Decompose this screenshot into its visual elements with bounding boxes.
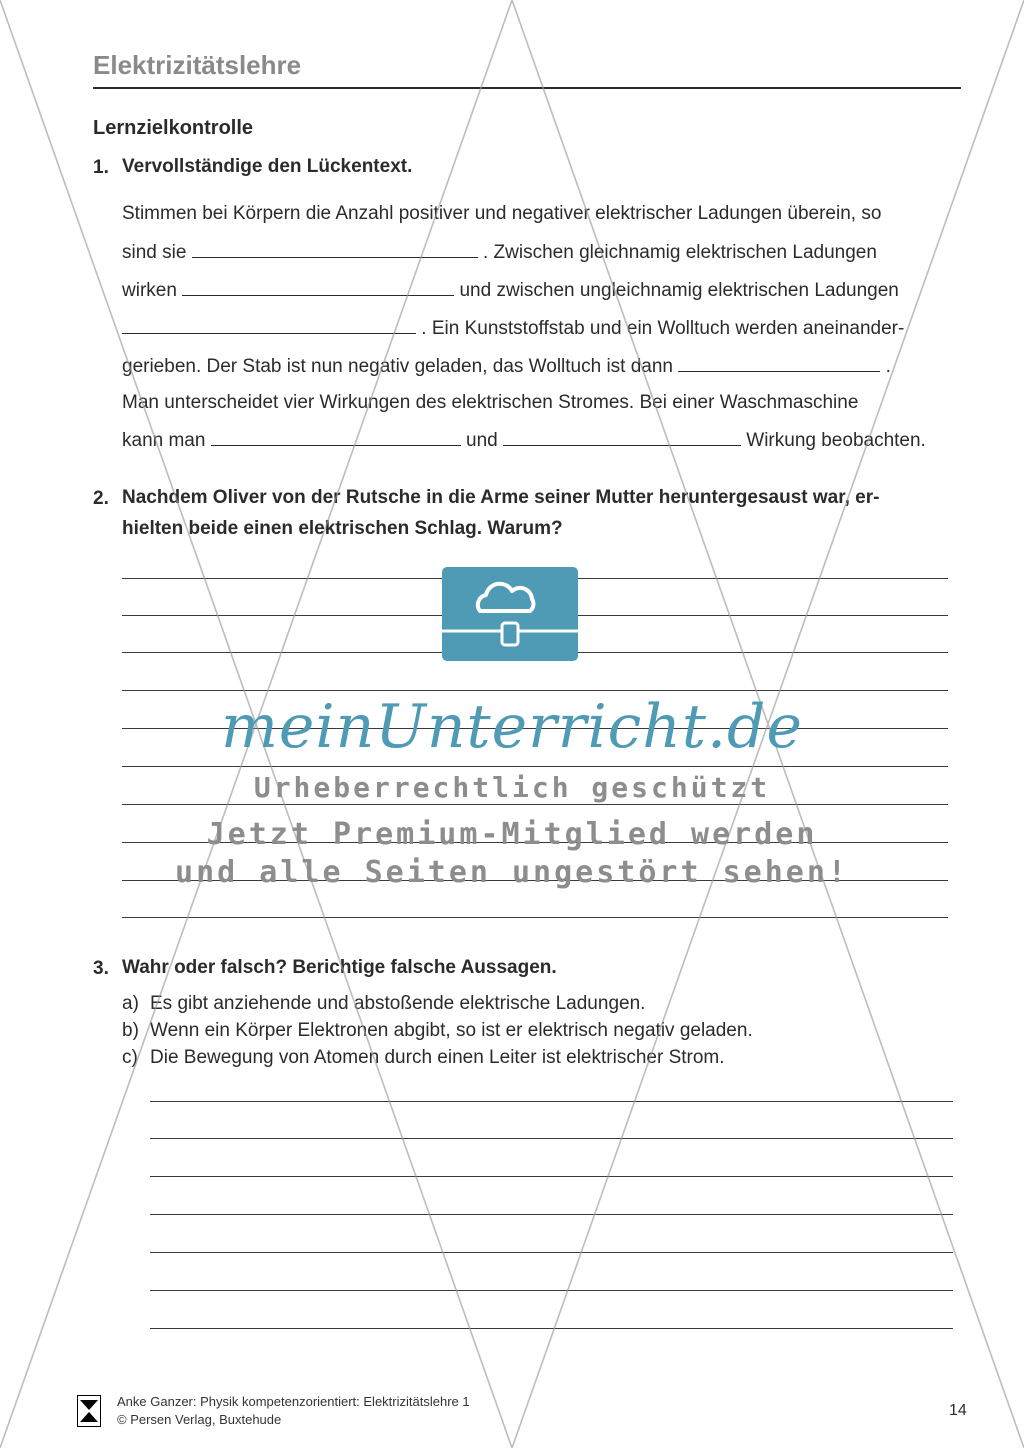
statement-a xyxy=(122,993,645,1015)
statement-text: Die Bewegung von Atomen durch einen Leiter ist elektrischer Strom. xyxy=(150,1047,725,1068)
task-2-prompt-line-1: Nachdem Oliver von der Rutsche in die Arme seiner Mutter heruntergesaust war, er- xyxy=(122,487,880,508)
answer-line[interactable] xyxy=(122,917,948,918)
task-2-prompt xyxy=(122,482,879,544)
cloze-text-3a: wirken xyxy=(122,280,177,301)
statement-label: c) xyxy=(122,1047,138,1068)
task-1-prompt: Vervollständige den Lückentext. xyxy=(122,156,413,177)
briefcase-cloud-icon xyxy=(440,565,580,665)
page-header-title: Elektrizitätslehre xyxy=(93,50,302,80)
publisher-logo-icon xyxy=(78,1396,100,1426)
answer-line[interactable] xyxy=(150,1252,953,1253)
answer-line[interactable] xyxy=(122,804,948,805)
page-number: 14 xyxy=(949,1402,967,1419)
cloze-text-3b: und zwischen ungleichnamig elektrischen Ladungen xyxy=(459,280,899,301)
cloze-gap-repulsion[interactable] xyxy=(182,279,454,296)
cloze-gap-attraction[interactable] xyxy=(122,317,416,334)
task-3-prompt: Wahr oder falsch? Berichtige falsche Aussagen. xyxy=(122,957,557,978)
answer-line[interactable] xyxy=(150,1290,953,1291)
cloze-text-7a: kann man xyxy=(122,430,206,451)
answer-line[interactable] xyxy=(150,1214,953,1215)
watermark-premium: Jetzt Premium-Mitglied werden xyxy=(206,817,818,852)
cloze-line-5 xyxy=(122,355,891,378)
cloze-text-2a: sind sie xyxy=(122,242,187,263)
cloze-gap-neutral[interactable] xyxy=(192,241,478,258)
watermark-view: und alle Seiten ungestört sehen! xyxy=(175,855,849,890)
answer-line[interactable] xyxy=(150,1138,953,1139)
cloze-text-7c: Wirkung beobachten. xyxy=(746,430,926,451)
answer-line[interactable] xyxy=(122,766,948,767)
task-2-prompt-line-2: hielten beide einen elektrischen Schlag. Warum? xyxy=(122,518,563,539)
cloze-text-4b: . Ein Kunststoffstab und ein Wolltuch werden aneinander- xyxy=(421,318,905,339)
cloze-text-2b: . Zwischen gleichnamig elektrischen Ladungen xyxy=(482,242,877,263)
task-1-number: 1. xyxy=(93,157,109,178)
statement-text: Wenn ein Körper Elektronen abgibt, so ist er elektrisch negativ geladen. xyxy=(150,1020,753,1041)
cloze-gap-effect-1[interactable] xyxy=(211,429,461,446)
publisher-logo xyxy=(77,1395,101,1427)
cloze-text-7b: und xyxy=(466,430,498,451)
header-divider xyxy=(93,87,961,89)
task-3-number: 3. xyxy=(93,958,109,979)
answer-line[interactable] xyxy=(150,1176,953,1177)
answer-line[interactable] xyxy=(150,1101,953,1102)
cloze-line-3 xyxy=(122,279,899,302)
watermark-brand: meinUnterricht.de xyxy=(221,692,803,762)
footer-copyright: © Persen Verlag, Buxtehude xyxy=(117,1412,282,1427)
cloze-line-7 xyxy=(122,429,926,452)
statement-label: b) xyxy=(122,1020,139,1041)
cloze-line-4 xyxy=(122,317,904,340)
cloze-gap-positive[interactable] xyxy=(678,355,880,372)
footer-author: Anke Ganzer: Physik kompetenzorientiert: Elektrizitätslehre 1 xyxy=(117,1394,470,1409)
cloze-text-5a: gerieben. Der Stab ist nun negativ geladen, das Wolltuch ist dann xyxy=(122,356,673,377)
cloze-gap-effect-2[interactable] xyxy=(503,429,741,446)
statement-b xyxy=(122,1020,753,1042)
statement-label: a) xyxy=(122,993,139,1014)
cloze-text-5b: . xyxy=(885,356,891,377)
answer-line[interactable] xyxy=(150,1328,953,1329)
cloze-line-1: Stimmen bei Körpern die Anzahl positiver und negativer elektrischer Ladungen überein, so xyxy=(122,203,882,224)
task-2-number: 2. xyxy=(93,488,109,509)
cloze-line-2 xyxy=(122,241,877,264)
statement-text: Es gibt anziehende und abstoßende elektrische Ladungen. xyxy=(150,993,646,1014)
statement-c xyxy=(122,1047,725,1069)
watermark-copyright: Urheberrechtlich geschützt xyxy=(253,771,771,804)
cloze-line-6: Man unterscheidet vier Wirkungen des elektrischen Stromes. Bei einer Waschmaschine xyxy=(122,392,859,413)
section-title: Lernzielkontrolle xyxy=(93,117,254,139)
answer-line[interactable] xyxy=(122,690,948,691)
